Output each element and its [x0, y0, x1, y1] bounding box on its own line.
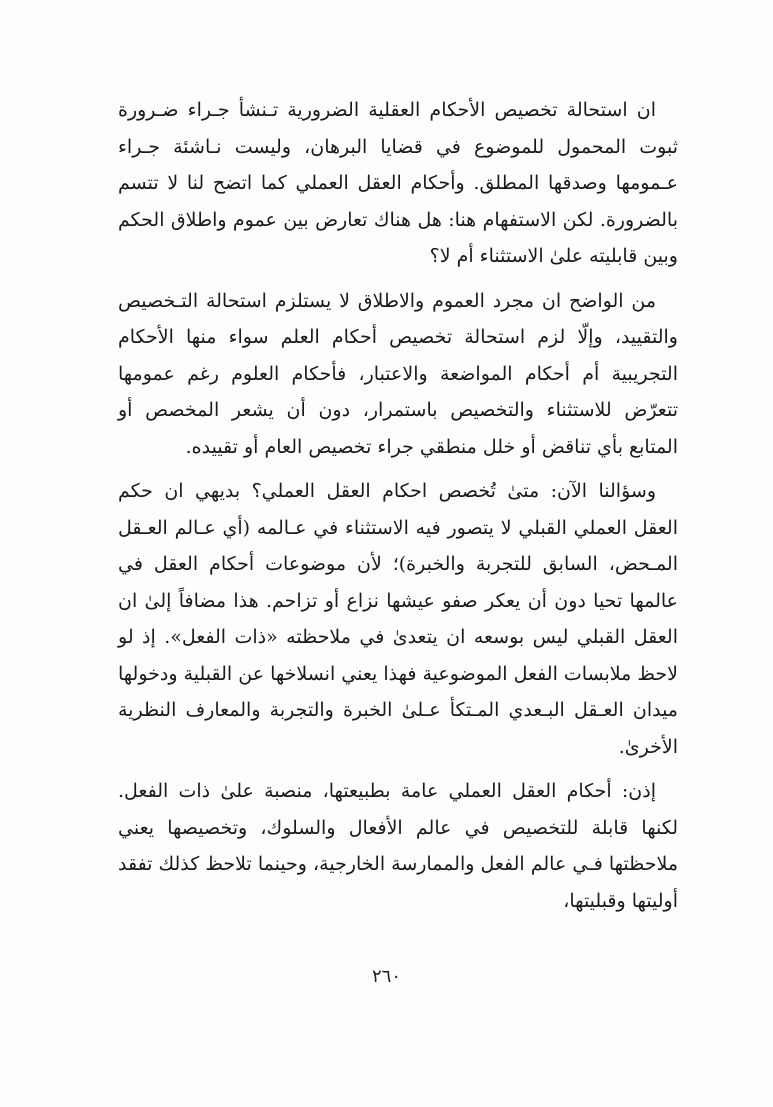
body-text: [118, 92, 678, 927]
paragraph-2: من الواضح ان مجرد العموم والاطلاق لا يستلزم استحالة التـخصيص والتقييد، وإلّا لزم استحالة تخصيص أحكام العلم سواء منها الأحكام التجريبية أم أحكام المواضعة والاعتبار، فأحكام العلوم رغم عمومها تتعرّض للاستثناء والتخصيص باستمرار، دون أن يشعر المخصص أو المتابع بأي تناقض أو خلل منطقي جراء تخصيص العام أو تقييده.: [118, 289, 678, 458]
paragraph-1: ان استحالة تخصيص الأحكام العقلية الضرورية تـنشأ جـراء ضـرورة ثبوت المحمول للموضوع في قضايا البرهان، وليست نـاشئة جـراء عـمومها وصدقها المطلق. وأحكام العقل العملي كما اتضح لنا لا تتسم بالضرورة. لكن الاستفهام هنا: هل هناك تعارض بين عموم واطلاق الحكم وبين قابليته علىٰ الاستثناء أم لا؟: [118, 99, 678, 267]
page-number: ٢٦٠: [371, 966, 401, 987]
paragraph-4: إذن: أحكام العقل العملي عامة بطبيعتها، منصبة علىٰ ذات الفعل. لكنها قابلة للتخصيص في عالم الأفعال والسلوك، وتخصيصها يعني ملاحظتها فـي عالم الفعل والممارسة الخارجية، وحينما تلاحظ كذلك تفقد أوليتها وقبليتها،: [117, 780, 678, 912]
paragraph-3: وسؤالنا الآن: متىٰ تُخصص احكام العقل العملي؟ بديهي ان حكم العقل العملي القبلي لا يتصور فيه الاستثناء في عـالمه (أي عـالم العـقل المـحض، السابق للتجربة والخبرة)؛ لأن موضوعات أحكام العقل في عالمها تحيا دون أن يعكر صفو عيشها نزاع أو تزاحم. هذا مضافاً إلىٰ ان العقل القبلي ليس بوسعه ان يتعدىٰ في ملاحظته «ذات الفعل». إذ لو لاحظ ملابسات الفعل الموضوعية فهذا يعني انسلاخها عن القبلية ودخولها ميدان العـقل البـعدي المـتكأ عـلىٰ الخبرة والتجربة والمعارف النظرية الأخرىٰ.: [118, 480, 678, 758]
